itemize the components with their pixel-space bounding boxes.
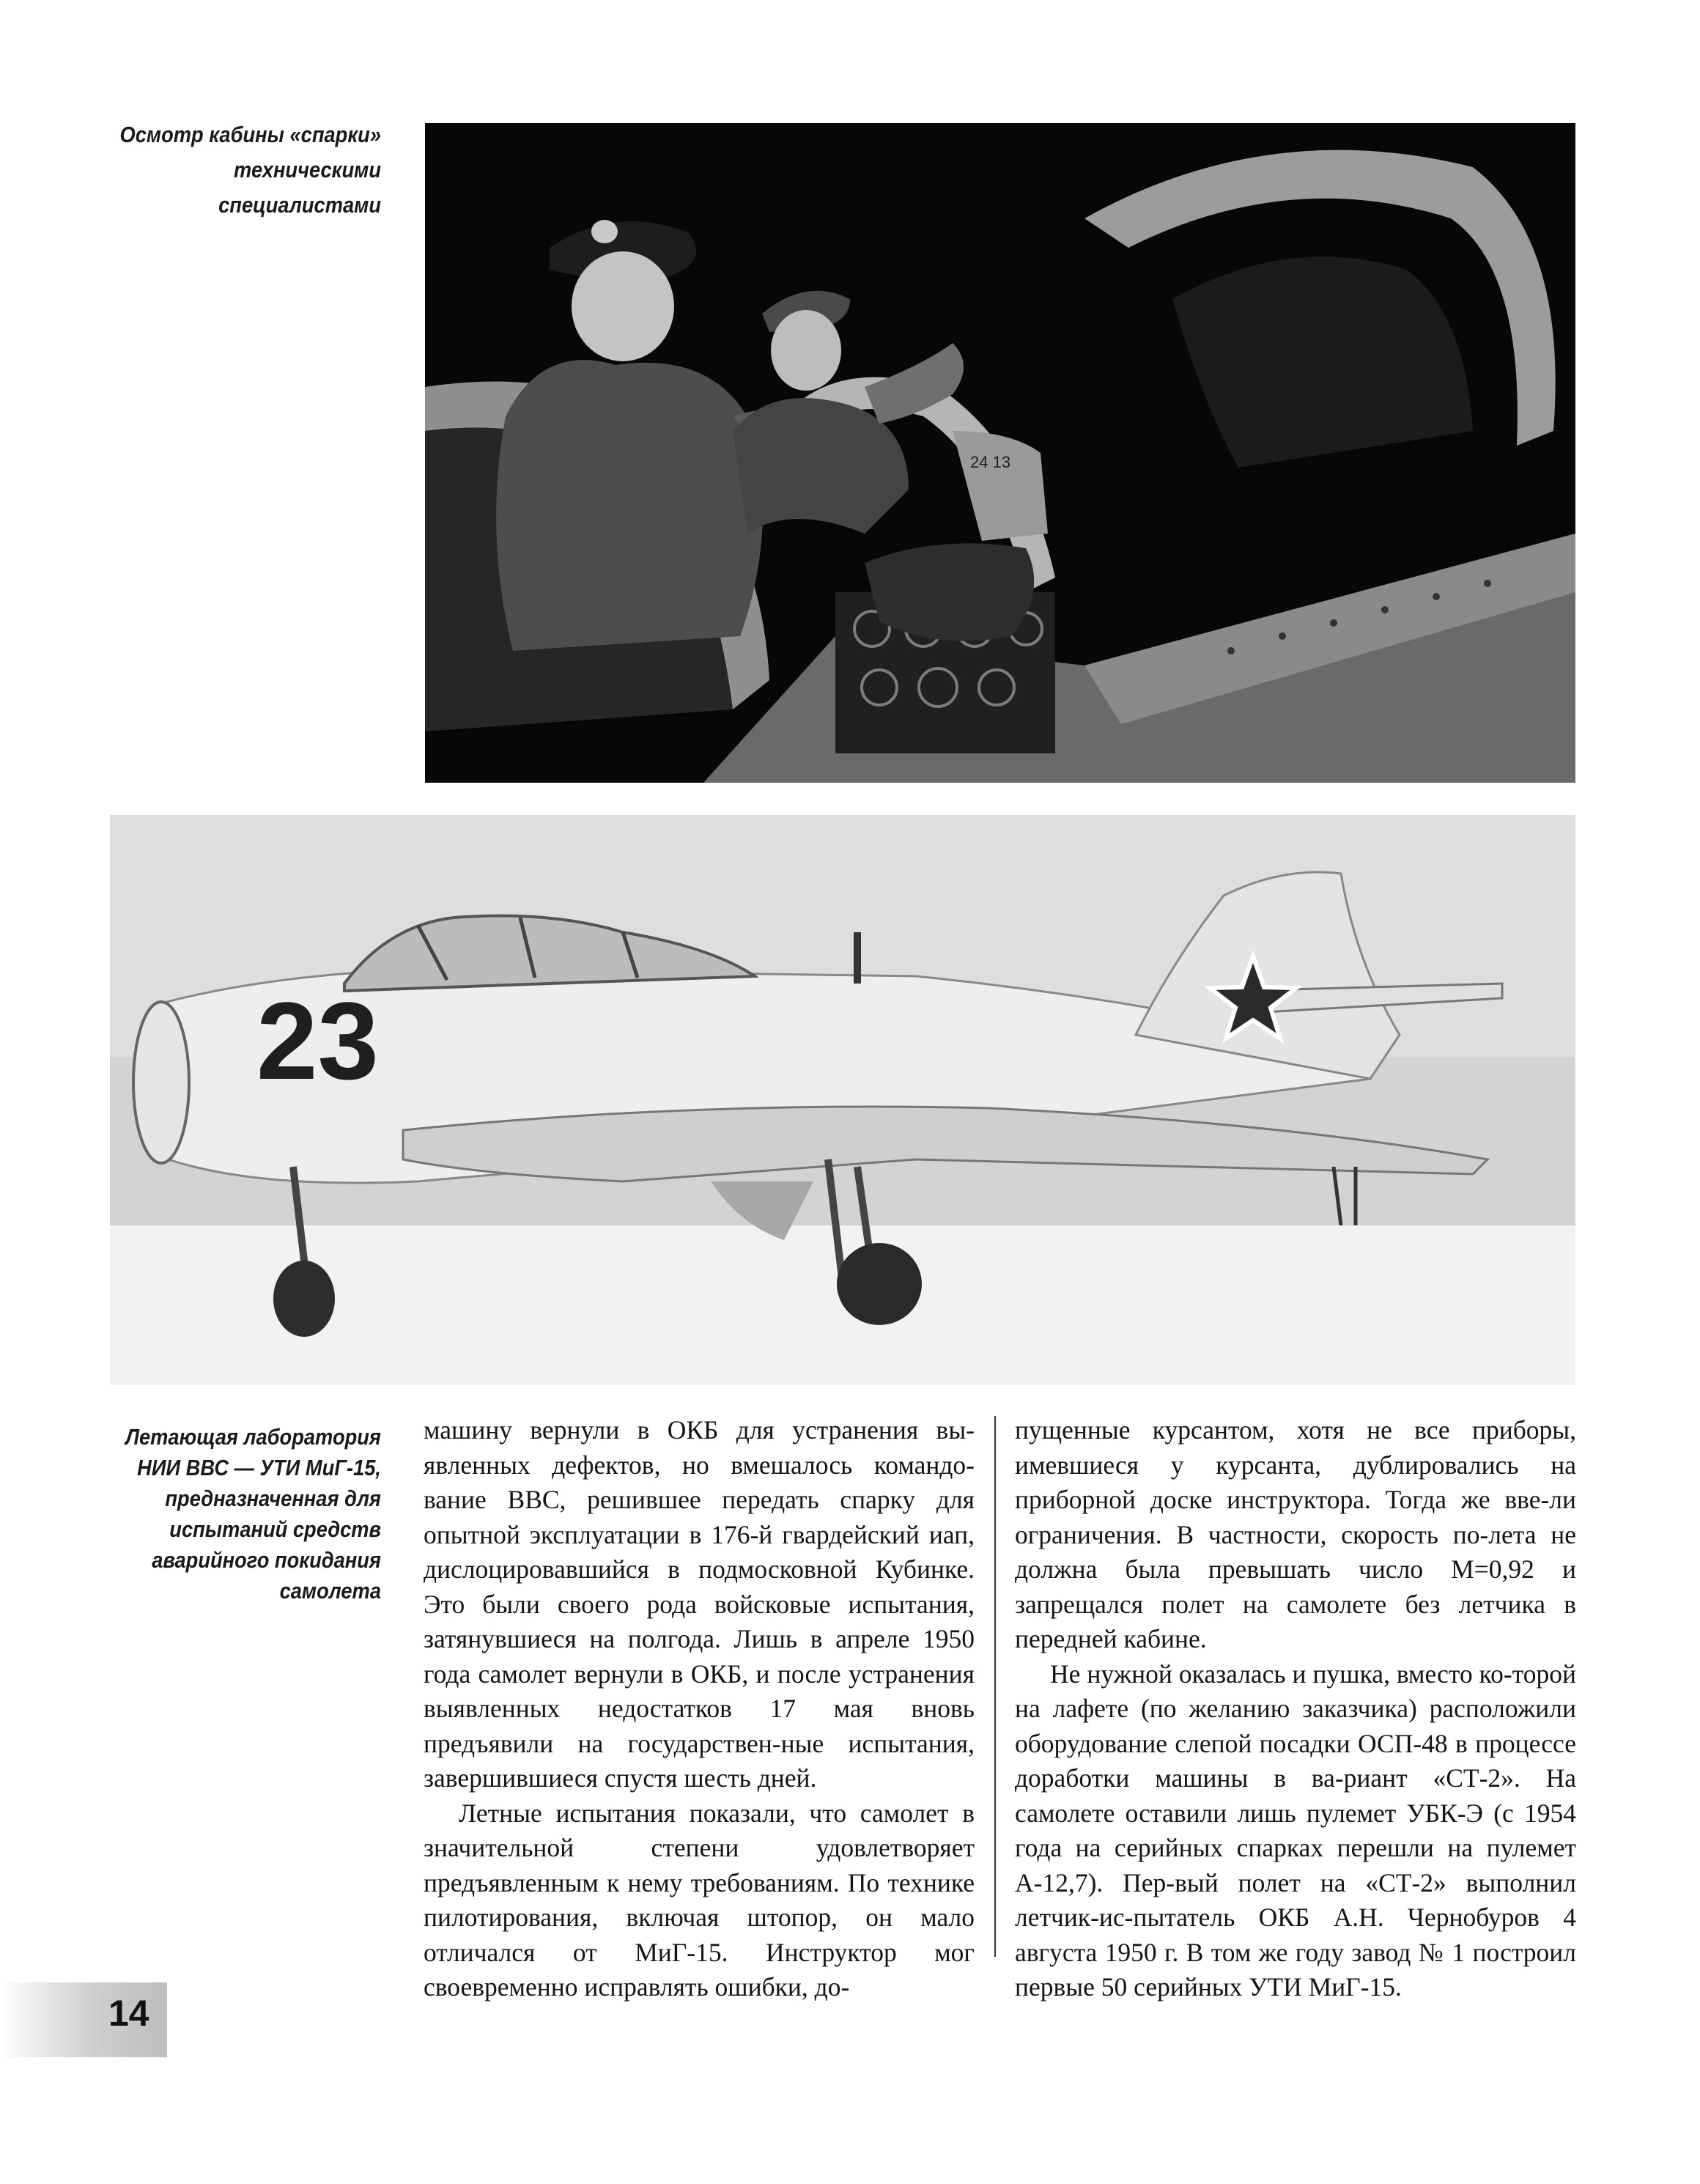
caption-line: Осмотр кабины «спарки» (119, 122, 381, 147)
paragraph: Летные испытания показали, что самолет в значительной степени удовлетворяет предъявленным к нему требованиям. По технике пилотирования, включая штопор, он мало отличался от МиГ-15. Инструктор мог своевременно исправлять ошибки, до- (424, 1798, 975, 2002)
caption-line: аварийного покидания (152, 1547, 381, 1573)
cockpit-inspection-photo (425, 123, 1575, 783)
caption-line: техническими (234, 157, 381, 182)
caption-line: НИИ ВВС — УТИ МиГ-15, (137, 1455, 381, 1480)
caption-line: Летающая лаборатория (125, 1424, 382, 1450)
text-column-1 (424, 1413, 975, 2005)
caption-line: предназначенная для (165, 1486, 381, 1511)
column-divider (994, 1416, 996, 1957)
text-column-2 (1015, 1413, 1576, 2005)
caption-line: самолета (279, 1578, 381, 1604)
photo-caption-top (110, 117, 381, 223)
aircraft-photo (110, 815, 1575, 1385)
page-number: 14 (108, 1993, 149, 2034)
caption-line: специалистами (218, 192, 381, 218)
seat-marking: 24 13 (970, 453, 1011, 471)
paragraph: пущенные курсантом, хотя не все приборы, имевшиеся у курсанта, дублировались на приборной доске инструктора. Тогда же вве-ли ограничения. В частности, скорость по-лета не должна была превышать число М=0,92 и запрещался полет на самолете без летчика в передней кабине. (1015, 1415, 1576, 1653)
aircraft-number: 23 (256, 979, 379, 1102)
caption-line: испытаний средств (169, 1516, 381, 1542)
photo-caption-middle (123, 1422, 381, 1606)
paragraph: машину вернули в ОКБ для устранения вы-явленных дефектов, но вмешалось командо-вание ВВС, решившее передать спарку для опытной эксплуатации в 176-й гвардейский иап, дислоцировавшийся в подмосковной Кубинке. Это были своего рода войсковые испытания, затянувшиеся на полгода. Лишь в апреле 1950 года самолет вернули в ОКБ, и после устранения выявленных недостатков 17 мая вновь предъявили на государствен-ные испытания, завершившиеся спустя шесть дней. (424, 1415, 975, 1793)
paragraph: Не нужной оказалась и пушка, вместо ко-торой на лафете (по желанию заказчика) расположили оборудование слепой посадки ОСП-48 в процессе доработки машины в ва-риант «СТ-2». На самолете оставили лишь пулемет УБК-Э (с 1954 года на серийных спарках перешли на пулемет А-12,7). Пер-вый полет на «СТ-2» выполнил летчик-ис-пытатель ОКБ А.Н. Чернобуров 4 августа 1950 г. В том же году завод № 1 построил первые 50 серийных УТИ МиГ-15. (1015, 1659, 1576, 2002)
